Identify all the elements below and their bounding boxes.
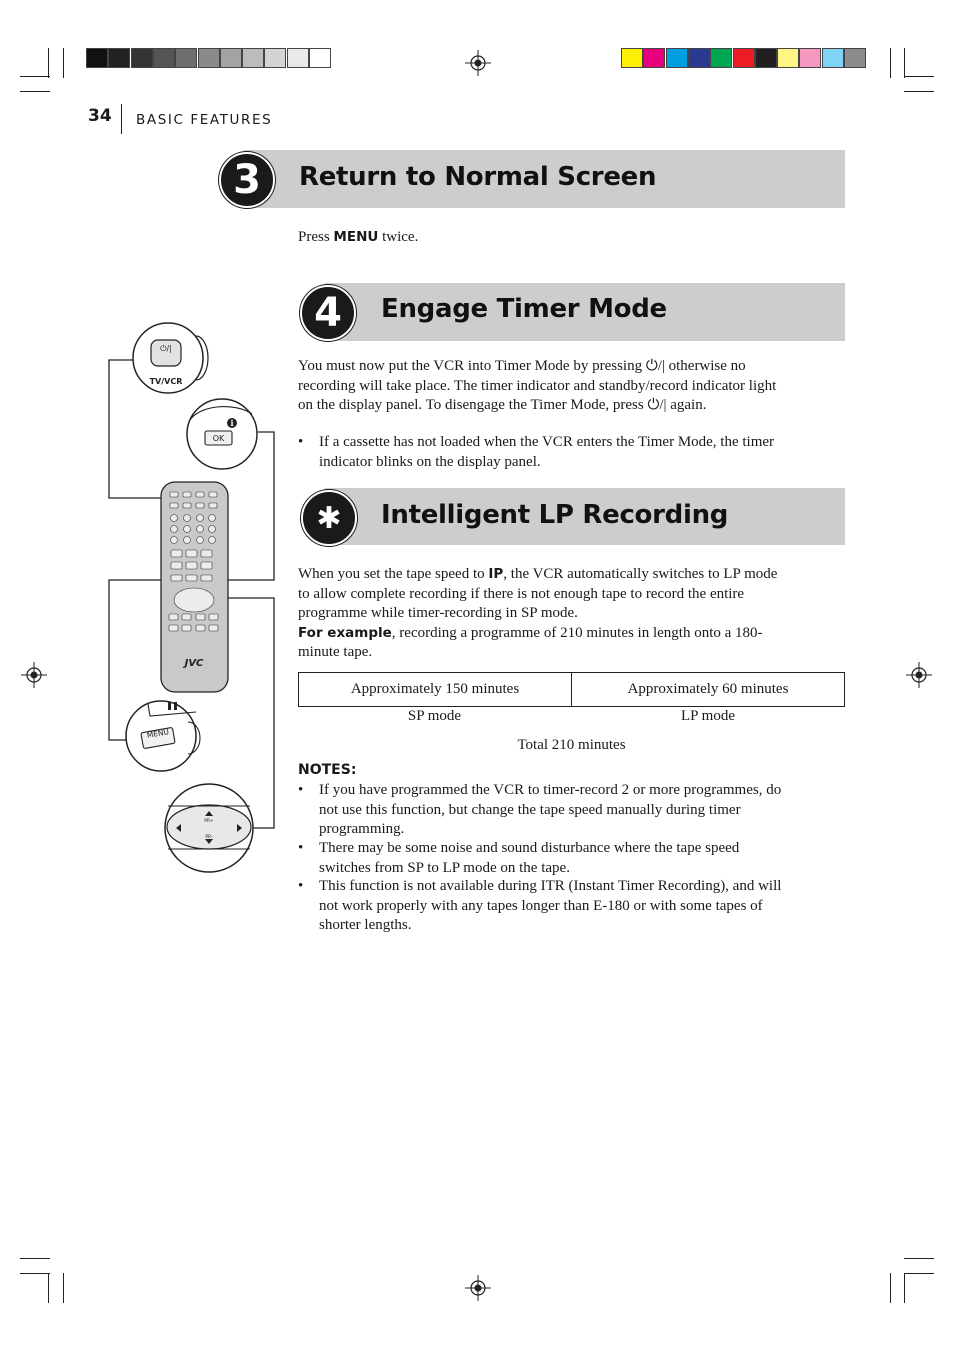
power-icon: ⏻/| [160, 344, 172, 353]
calibration-swatch [198, 48, 220, 68]
pr-plus-label: PR+ [204, 819, 214, 824]
ok-button-callout [187, 399, 257, 469]
calibration-swatch [108, 48, 130, 68]
notes-heading: NOTES: [298, 762, 357, 778]
note-item: • This function is not available during ITR (Instant Timer Recording), and will not work properly with any tapes longer than E-180 or with some tapes of shorter lengths. [298, 878, 782, 933]
tv-vcr-label: TV/VCR [149, 377, 183, 386]
step4-title: Engage Timer Mode [381, 294, 667, 324]
page-number: 34 [88, 106, 112, 126]
section-label: BASIC FEATURES [136, 112, 273, 128]
lp-duration-cell: Approximately 60 minutes [571, 673, 844, 706]
step4-number-badge: 4 [300, 285, 356, 341]
lp-mode-label: LP mode [680, 708, 736, 724]
menu-button-callout [126, 701, 200, 771]
navigation-ring-callout [165, 784, 253, 872]
remote-body [161, 482, 228, 692]
remote-control-illustration [100, 318, 285, 878]
registration-mark-icon [465, 50, 491, 76]
registration-mark-icon [465, 1275, 491, 1301]
calibration-swatch [666, 48, 688, 68]
note-item: • There may be some noise and sound disturbance where the tape speed switches from SP to LP mode on the tape. [298, 840, 740, 876]
ip-key-label: IP [488, 566, 504, 582]
calibration-swatch [287, 48, 309, 68]
calibration-swatch [799, 48, 821, 68]
step3-number-badge: 3 [219, 152, 275, 208]
registration-mark-icon [906, 662, 932, 688]
calibration-swatch [710, 48, 732, 68]
registration-mark-icon [21, 662, 47, 688]
step3-instruction: Press MENU twice. [298, 229, 419, 245]
brand-logo: JVC [184, 658, 204, 669]
lp-title: Intelligent LP Recording [381, 500, 729, 530]
step4-bullet: • If a cassette has not loaded when the VCR enters the Timer Mode, the timer indicator blinks on the display panel. [298, 434, 775, 470]
calibration-swatch [86, 48, 108, 68]
calibration-swatch [153, 48, 175, 68]
step4-paragraph: You must now put the VCR into Timer Mode by pressing ⏻/| otherwise no recording will take place. The timer indicator and standby/record indicator light on the display panel. To disengage the Timer Mode, press ⏻/| again. [298, 358, 777, 413]
calibration-swatch [777, 48, 799, 68]
calibration-swatch [220, 48, 242, 68]
sp-mode-label: SP mode [407, 708, 462, 724]
calibration-swatch [309, 48, 331, 68]
calibration-swatch [131, 48, 153, 68]
calibration-swatch [264, 48, 286, 68]
pr-minus-label: PR- [205, 835, 213, 840]
info-icon: i [230, 418, 234, 428]
note-item: • If you have programmed the VCR to timer-record 2 or more programmes, do not use this function, but change the tape speed manually during timer programming. [298, 782, 782, 837]
calibration-swatch [822, 48, 844, 68]
tape-split-table [298, 672, 845, 707]
calibration-swatch [755, 48, 777, 68]
asterisk-icon: ✱ [301, 490, 357, 546]
calibration-swatch [643, 48, 665, 68]
example-label: For example [298, 624, 392, 641]
calibration-swatch [621, 48, 643, 68]
step3-title: Return to Normal Screen [299, 162, 657, 192]
calibration-swatch [733, 48, 755, 68]
total-label: Total 210 minutes [517, 737, 626, 753]
power-button-callout [133, 323, 208, 393]
menu-label: MENU [146, 727, 170, 740]
calibration-swatch [175, 48, 197, 68]
header-divider [121, 104, 122, 134]
calibration-swatch [844, 48, 866, 68]
calibration-swatch [688, 48, 710, 68]
calibration-swatch [242, 48, 264, 68]
lp-paragraph: When you set the tape speed to IP, the VCR automatically switches to LP mode to allow complete recording if there is not enough tape to record the entire programme while timer-recording in SP mode. For example, recording a programme of 210 minutes in length onto a 180- minute tape. [298, 566, 778, 660]
sp-duration-cell: Approximately 150 minutes [350, 681, 520, 697]
menu-key-label: MENU [333, 229, 379, 245]
ok-label: OK [212, 434, 225, 443]
